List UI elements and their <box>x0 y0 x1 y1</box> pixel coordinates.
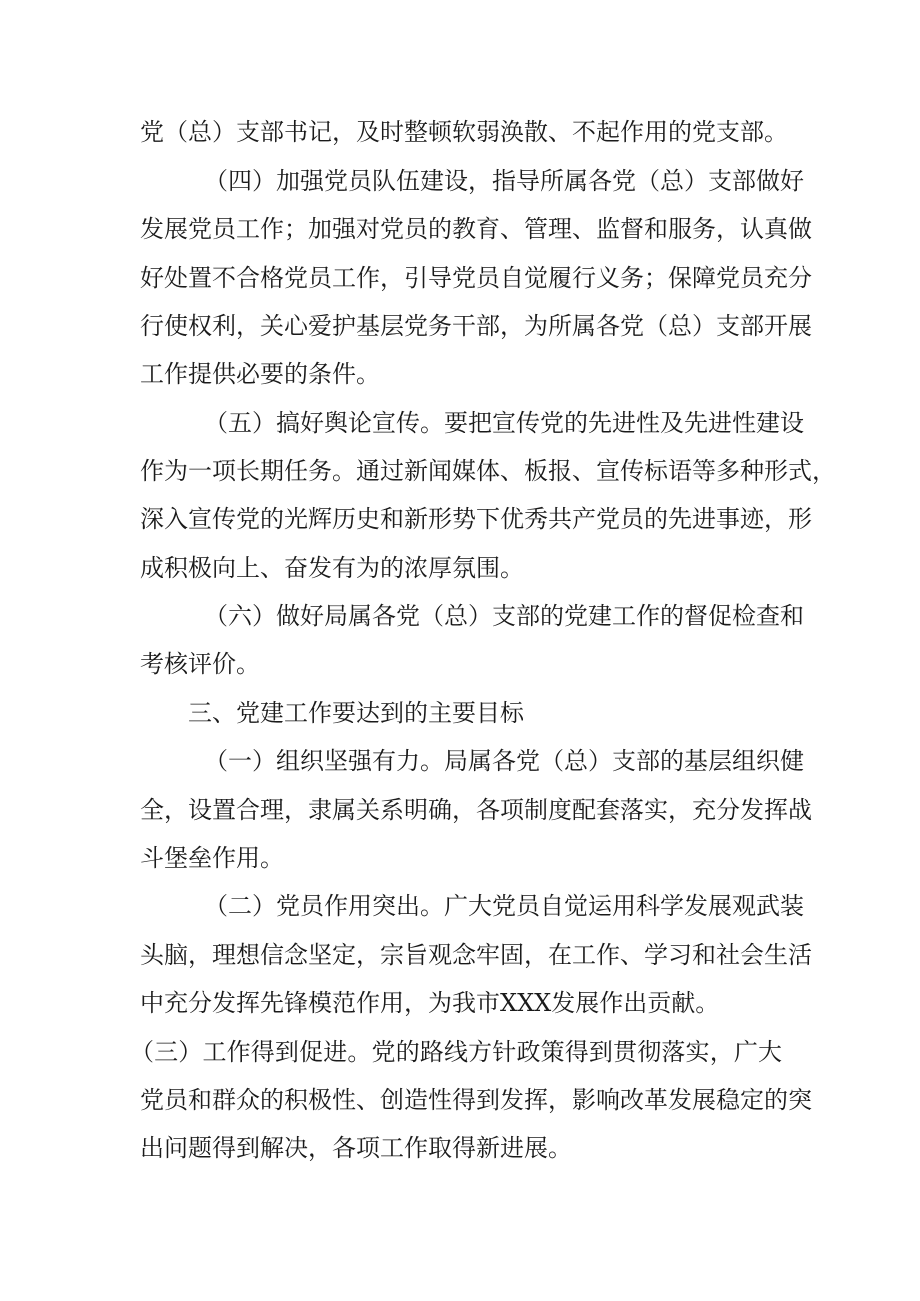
goal-two-heading: （二）党员作用突出。广大党员自觉运用科学发展观武装 <box>204 892 804 920</box>
text-line: 好处置不合格党员工作，引导党员自觉履行义务；保障党员充分 <box>140 264 812 292</box>
text-line: 头脑，理想信念坚定，宗旨观念牢固，在工作、学习和社会生活 <box>140 941 812 969</box>
text-line: 考核评价。 <box>140 650 260 678</box>
goal-one-heading: （一）组织坚强有力。局属各党（总）支部的基层组织健 <box>204 747 804 775</box>
paragraph-six-heading: （六）做好局属各党（总）支部的党建工作的督促检查和 <box>204 602 804 630</box>
text-line: 出问题得到解决，各项工作取得新进展。 <box>140 1134 572 1162</box>
goal-three-heading: （三）工作得到促进。党的路线方针政策得到贯彻落实，广大 <box>130 1038 782 1066</box>
text-line: 行使权利，关心爱护基层党务干部，为所属各党（总）支部开展 <box>140 312 812 340</box>
text-line: 全，设置合理，隶属关系明确，各项制度配套落实，充分发挥战 <box>140 796 812 824</box>
text-line: 成积极向上、奋发有为的浓厚氛围。 <box>140 554 524 582</box>
section-three-heading: 三、党建工作要达到的主要目标 <box>188 699 524 727</box>
text-line: 作为一项长期任务。通过新闻媒体、板报、宣传标语等多种形式， <box>140 457 836 485</box>
text-line: 工作提供必要的条件。 <box>140 360 380 388</box>
text-line: 党员和群众的积极性、创造性得到发挥，影响改革发展稳定的突 <box>140 1086 812 1114</box>
text-line: 中充分发挥先锋模范作用，为我市XXX发展作出贡献。 <box>140 989 720 1017</box>
paragraph-five-heading: （五）搞好舆论宣传。要把宣传党的先进性及先进性建设 <box>204 409 804 437</box>
paragraph-four-heading: （四）加强党员队伍建设，指导所属各党（总）支部做好 <box>204 167 804 195</box>
text-line: 发展党员工作；加强对党员的教育、管理、监督和服务，认真做 <box>140 215 812 243</box>
text-line: 斗堡垒作用。 <box>140 844 284 872</box>
text-line: 深入宣传党的光辉历史和新形势下优秀共产党员的先进事迹，形 <box>140 505 812 533</box>
text-line: 党（总）支部书记，及时整顿软弱涣散、不起作用的党支部。 <box>140 118 788 146</box>
